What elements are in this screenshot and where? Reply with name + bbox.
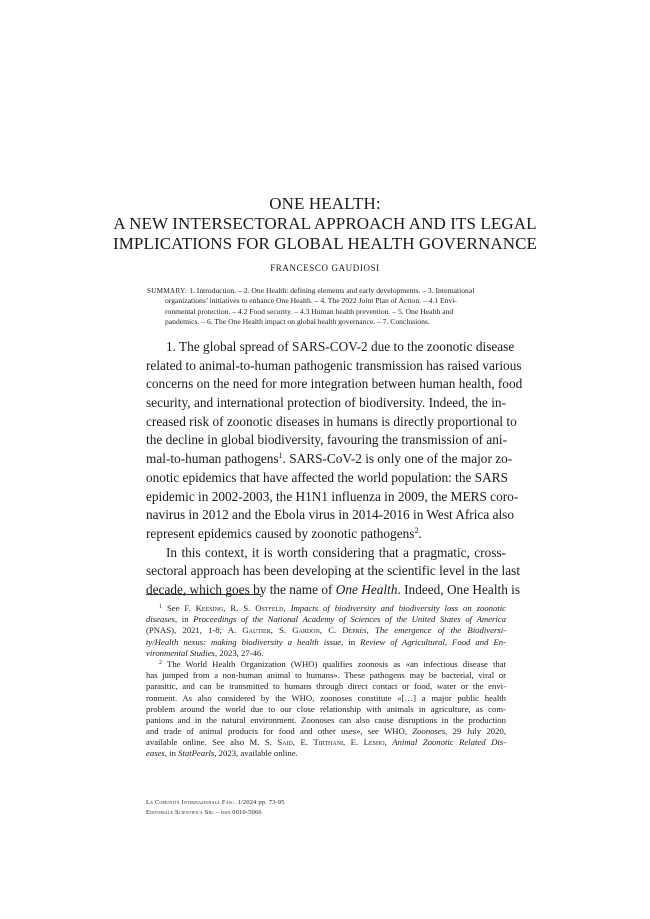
body-line: onotic epidemics that have affected the world population: the SARS	[146, 469, 509, 485]
body-line: creased risk of zoonotic diseases in humans is directly proportional to	[146, 413, 517, 429]
footnote-2-line: and trade of animal products for food and other uses», see WHO, Zoonoses, 29 July 2020,	[146, 726, 507, 737]
page-footer	[146, 798, 506, 817]
footnote-ref-2[interactable]: 2	[414, 525, 419, 535]
footnotes	[146, 603, 506, 760]
summary-line: ronmental protection. – 4.2 Food security. – 4.3 Human health prevention. – 5. One Health and	[165, 306, 454, 316]
body-line: related to animal-to-human pathogenic transmission has raised various	[146, 357, 522, 373]
footnote-1-line: (PNAS), 2021, 1-8; A. Gautier, S. Gardon, C. Dèprés, The emergence of the Biodiversi-	[146, 625, 507, 636]
body-line: concerns on the need for more integration between human health, food	[146, 376, 523, 392]
body-line: navirus in 2012 and the Ebola virus in 2014-2016 in West Africa also	[146, 507, 514, 523]
summary-line: 1. Introduction. – 2. One Health: defining elements and early developments. – 3. International	[189, 286, 475, 295]
title-line-2: A NEW INTERSECTORAL APPROACH AND ITS LEGAL	[113, 214, 537, 233]
footnote-1-line: $^1$ See F. Keesing, R. S. Ostfeld, Impacts of biodiversity and biodiversity loss on zoonotic	[159, 603, 507, 613]
footnote-number: 2	[159, 659, 162, 666]
summary-line: pandemics. – 6. The One Health impact on global health governance. – 7. Conclusions.	[165, 316, 430, 326]
publisher-info: Editoriale Scientifica Srl – issn 0010-5066	[146, 808, 262, 816]
footnote-divider	[146, 594, 261, 595]
footnote-2-line: problem around the world due to our close relationship with animals in agriculture, as com-	[146, 703, 506, 714]
title-line-1: ONE HEALTH:	[269, 194, 381, 213]
body-line: mal-to-human pathogens$^1$. SARS-CoV-2 is only one of the major zo-	[146, 451, 513, 467]
footnote-2-line: eases, in StatPearls, 2023, available online.	[146, 748, 298, 759]
summary-line: organizations’ initiatives to enhance One Health. – 4. The 2022 Joint Plan of Action. – 4.1 Envi-	[165, 296, 457, 306]
summary-label: SUMMARY:	[147, 287, 188, 295]
body-line: epidemic in 2002-2003, the H1N1 influenza in 2009, the MERS coro-	[146, 488, 519, 504]
footnote-ref-1[interactable]: 1	[278, 451, 283, 461]
body-line: In this context, it is worth considering that a pragmatic, cross-	[166, 544, 506, 560]
body-text	[146, 338, 523, 600]
body-line: decade, which goes by the name of One Health. Indeed, One Health is	[146, 581, 521, 597]
title-line-3: IMPLICATIONS FOR GLOBAL HEALTH GOVERNANCE	[112, 234, 538, 253]
body-line: 1. The global spread of SARS-COV-2 due to the zoonotic disease	[166, 339, 515, 354]
body-line: sectoral approach has been developing at the scientific level in the last	[146, 563, 521, 579]
body-line: security, and international protection of biodiversity. Indeed, the in-	[146, 395, 506, 411]
footnote-2-line: has jumped from a non-human animal to humans». These pathogens may be bacterial, viral or	[146, 670, 506, 681]
article-title	[100, 194, 550, 254]
footnote-2-line: panions and in the natural environment. Zoonoses can also cause disruptions in the production	[146, 714, 506, 725]
footnote-1-line: ty/Health nexus: making biodiversity a health issue, in Review of Agricultural, Food and En-	[146, 636, 507, 647]
journal-info: La Comunità Internazionale Fasc. 1/2024 pp. 73-95	[146, 799, 285, 806]
footnote-1-line: diseases, in Proceedings of the National Academy of Sciences of the United States of America	[146, 614, 507, 625]
footnote-1-line: vironmental Studies, 2023, 27-46.	[146, 647, 264, 658]
footnote-number: 1	[159, 604, 162, 610]
author-name: FRANCESCO GAUDIOSI	[270, 263, 380, 273]
footnote-2-line: $^2$ The World Health Organization (WHO) qualifies zoonosis as «an infectious disease that	[159, 658, 507, 669]
footnote-2-line: available online. See also M. S. Said, E. Tirthani, E. Lesho, Animal Zoonotic Related Dis-	[146, 737, 507, 748]
body-line: the decline in global biodiversity, favouring the transmission of ani-	[146, 432, 508, 448]
footnote-2-line: parasitic, and can be transmitted to humans through direct contact or food, water or the envi-	[146, 681, 506, 692]
body-line: represent epidemics caused by zoonotic pathogens$^2$.	[146, 525, 422, 541]
footnote-2-line: ronment. As also considered by the WHO, zoonoses constitute «[…] a major public health	[146, 692, 506, 703]
summary-block	[147, 286, 505, 327]
